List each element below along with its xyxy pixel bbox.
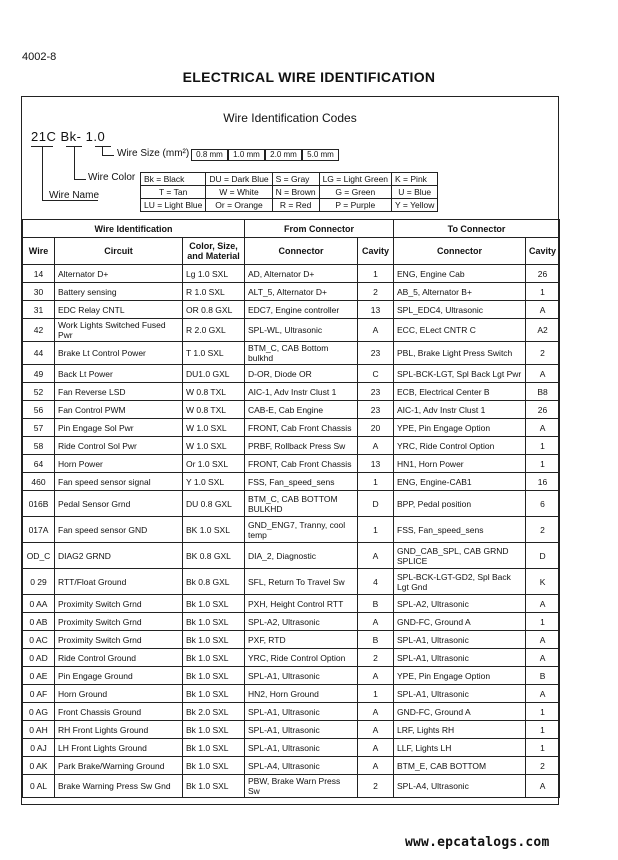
color-size-cell: Bk 1.0 SXL xyxy=(183,595,245,613)
table-row xyxy=(23,739,560,757)
circuit-cell: Fan speed sensor signal xyxy=(55,473,183,491)
circuit-cell: Ride Control Ground xyxy=(55,649,183,667)
from-cavity-cell: A xyxy=(358,667,394,685)
to-cavity-cell: A2 xyxy=(526,319,560,342)
wire-id-cell: 52 xyxy=(23,383,55,401)
from-cavity-cell: 20 xyxy=(358,419,394,437)
wire-identification-frame xyxy=(21,96,559,805)
from-cavity-cell: 2 xyxy=(358,775,394,798)
to-connector-cell: LLF, Lights LH xyxy=(394,739,526,757)
color-size-cell: BK 1.0 SXL xyxy=(183,517,245,543)
wire-id-cell: 0 AJ xyxy=(23,739,55,757)
wire-color-label: Wire Color xyxy=(88,172,136,183)
table-row xyxy=(23,757,560,775)
from-connector-cell: FSS, Fan_speed_sens xyxy=(245,473,358,491)
to-connector-cell: AIC-1, Adv Instr Clust 1 xyxy=(394,401,526,419)
color-size-cell: W 1.0 SXL xyxy=(183,437,245,455)
table-row xyxy=(23,703,560,721)
color-size-cell: Bk 1.0 SXL xyxy=(183,775,245,798)
to-cavity-cell: D xyxy=(526,543,560,569)
from-cavity-cell: 13 xyxy=(358,301,394,319)
to-cavity-cell: A xyxy=(526,595,560,613)
from-cavity-cell: C xyxy=(358,365,394,383)
color-size-cell: DU 0.8 GXL xyxy=(183,491,245,517)
to-connector-cell: SPL-A2, Ultrasonic xyxy=(394,595,526,613)
color-size-cell: W 0.8 TXL xyxy=(183,401,245,419)
color-size-cell: W 0.8 TXL xyxy=(183,383,245,401)
to-connector-cell: LRF, Lights RH xyxy=(394,721,526,739)
to-cavity-cell: 1 xyxy=(526,721,560,739)
color-code-cell: R = Red xyxy=(272,199,319,212)
to-connector-cell: ECC, ELect CNTR C xyxy=(394,319,526,342)
circuit-cell: DIAG2 GRND xyxy=(55,543,183,569)
circuit-cell: Proximity Switch Grnd xyxy=(55,613,183,631)
color-size-cell: Bk 2.0 SXL xyxy=(183,703,245,721)
code-wire-color: Bk xyxy=(60,129,77,144)
circuit-cell: Ride Control Sol Pwr xyxy=(55,437,183,455)
to-cavity-cell: 16 xyxy=(526,473,560,491)
circuit-cell: Horn Power xyxy=(55,455,183,473)
circuit-cell: Work Lights Switched Fused Pwr xyxy=(55,319,183,342)
color-code-row xyxy=(141,199,438,212)
color-size-cell: R 1.0 SXL xyxy=(183,283,245,301)
to-cavity-cell: A xyxy=(526,419,560,437)
from-cavity-cell: 13 xyxy=(358,455,394,473)
from-connector-cell: ALT_5, Alternator D+ xyxy=(245,283,358,301)
from-cavity-cell: D xyxy=(358,491,394,517)
from-cavity-cell: 1 xyxy=(358,685,394,703)
wire-id-cell: 56 xyxy=(23,401,55,419)
wire-id-cell: 0 AA xyxy=(23,595,55,613)
wire-id-cell: 0 AF xyxy=(23,685,55,703)
wire-id-cell: 0 AC xyxy=(23,631,55,649)
to-connector-cell: SPL-A1, Ultrasonic xyxy=(394,685,526,703)
wire-id-cell: 49 xyxy=(23,365,55,383)
wire-id-cell: 016B xyxy=(23,491,55,517)
to-connector-cell: YRC, Ride Control Option xyxy=(394,437,526,455)
to-cavity-cell: 26 xyxy=(526,401,560,419)
from-connector-cell: HN2, Horn Ground xyxy=(245,685,358,703)
color-size-cell: Bk 0.8 GXL xyxy=(183,569,245,595)
color-size-cell: Or 1.0 SXL xyxy=(183,455,245,473)
table-row xyxy=(23,667,560,685)
from-connector-cell: PXH, Height Control RTT xyxy=(245,595,358,613)
wire-id-cell: 14 xyxy=(23,265,55,283)
from-connector-cell: CAB-E, Cab Engine xyxy=(245,401,358,419)
wire-code-legend xyxy=(22,97,558,218)
to-cavity-cell: 1 xyxy=(526,739,560,757)
to-cavity-cell: 26 xyxy=(526,265,560,283)
to-connector-cell: YPE, Pin Engage Option xyxy=(394,667,526,685)
from-connector-cell: YRC, Ride Control Option xyxy=(245,649,358,667)
to-cavity-cell: 2 xyxy=(526,342,560,365)
from-cavity-cell: 23 xyxy=(358,401,394,419)
to-connector-cell: ENG, Engine Cab xyxy=(394,265,526,283)
from-cavity-cell: 2 xyxy=(358,283,394,301)
color-code-cell: Or = Orange xyxy=(206,199,272,212)
from-connector-cell: GND_ENG7, Tranny, cool temp xyxy=(245,517,358,543)
circuit-cell: Fan Control PWM xyxy=(55,401,183,419)
circuit-cell: RH Front Lights Ground xyxy=(55,721,183,739)
legend-heading: Wire Identification Codes xyxy=(223,111,357,125)
to-connector-cell: BPP, Pedal position xyxy=(394,491,526,517)
size-option: 5.0 mm xyxy=(302,149,339,161)
circuit-cell: Pedal Sensor Grnd xyxy=(55,491,183,517)
from-connector-cell: PBW, Brake Warn Press Sw xyxy=(245,775,358,798)
from-connector-cell: SPL-A1, Ultrasonic xyxy=(245,703,358,721)
to-cavity-cell: 1 xyxy=(526,613,560,631)
from-cavity-cell: A xyxy=(358,721,394,739)
wire-id-cell: OD_C xyxy=(23,543,55,569)
color-code-row xyxy=(141,186,438,199)
to-connector-cell: SPL-BCK-LGT-GD2, Spl Back Lgt Gnd xyxy=(394,569,526,595)
table-row xyxy=(23,631,560,649)
code-wire-size: - 1.0 xyxy=(76,129,106,144)
to-cavity-cell: 1 xyxy=(526,703,560,721)
color-code-cell: T = Tan xyxy=(141,186,206,199)
page-number: 4002-8 xyxy=(22,51,57,63)
table-row xyxy=(23,301,560,319)
column-header: Wire xyxy=(23,238,55,265)
to-cavity-cell: A xyxy=(526,649,560,667)
leader-line xyxy=(74,179,86,180)
from-connector-cell: SPL-A4, Ultrasonic xyxy=(245,757,358,775)
circuit-cell: Proximity Switch Grnd xyxy=(55,595,183,613)
color-size-cell: DU1.0 GXL xyxy=(183,365,245,383)
color-code-cell: Y = Yellow xyxy=(392,199,438,212)
to-connector-cell: SPL_EDC4, Ultrasonic xyxy=(394,301,526,319)
wire-id-cell: 0 AH xyxy=(23,721,55,739)
from-cavity-cell: 2 xyxy=(358,649,394,667)
from-connector-cell: D-OR, Diode OR xyxy=(245,365,358,383)
circuit-cell: Fan Reverse LSD xyxy=(55,383,183,401)
color-code-cell: N = Brown xyxy=(272,186,319,199)
to-cavity-cell: A xyxy=(526,301,560,319)
wire-id-cell: 460 xyxy=(23,473,55,491)
table-row xyxy=(23,455,560,473)
wire-id-cell: 0 AB xyxy=(23,613,55,631)
table-row xyxy=(23,569,560,595)
color-size-cell: Bk 1.0 SXL xyxy=(183,649,245,667)
wire-id-cell: 42 xyxy=(23,319,55,342)
color-code-cell: U = Blue xyxy=(392,186,438,199)
column-header: Color, Size, and Material xyxy=(183,238,245,265)
table-row xyxy=(23,613,560,631)
color-size-cell: BK 0.8 GXL xyxy=(183,543,245,569)
to-connector-cell: ENG, Engine-CAB1 xyxy=(394,473,526,491)
to-cavity-cell: K xyxy=(526,569,560,595)
color-size-cell: W 1.0 SXL xyxy=(183,419,245,437)
wire-id-cell: 44 xyxy=(23,342,55,365)
to-cavity-cell: 6 xyxy=(526,491,560,517)
from-cavity-cell: 1 xyxy=(358,265,394,283)
circuit-cell: EDC Relay CNTL xyxy=(55,301,183,319)
table-row xyxy=(23,283,560,301)
color-code-cell: P = Purple xyxy=(319,199,391,212)
table-row xyxy=(23,473,560,491)
leader-line xyxy=(74,146,75,179)
to-connector-cell: HN1, Horn Power xyxy=(394,455,526,473)
color-size-cell: Bk 1.0 SXL xyxy=(183,685,245,703)
circuit-cell: Back Lt Power xyxy=(55,365,183,383)
from-connector-cell: BTM_C, CAB Bottom bulkhd xyxy=(245,342,358,365)
from-connector-cell: PRBF, Rollback Press Sw xyxy=(245,437,358,455)
leader-line xyxy=(102,146,103,155)
color-size-cell: Bk 1.0 SXL xyxy=(183,667,245,685)
table-row xyxy=(23,319,560,342)
to-cavity-cell: A xyxy=(526,685,560,703)
wire-id-cell: 57 xyxy=(23,419,55,437)
circuit-cell: Pin Engage Sol Pwr xyxy=(55,419,183,437)
from-cavity-cell: B xyxy=(358,631,394,649)
from-cavity-cell: 4 xyxy=(358,569,394,595)
to-cavity-cell: 1 xyxy=(526,455,560,473)
table-row xyxy=(23,491,560,517)
table-row xyxy=(23,401,560,419)
from-cavity-cell: 1 xyxy=(358,473,394,491)
table-row xyxy=(23,419,560,437)
from-connector-cell: SPL-A2, Ultrasonic xyxy=(245,613,358,631)
to-connector-cell: BTM_E, CAB BOTTOM xyxy=(394,757,526,775)
color-code-cell: W = White xyxy=(206,186,272,199)
to-connector-cell: SPL-A4, Ultrasonic xyxy=(394,775,526,798)
leader-line xyxy=(95,146,111,147)
from-connector-cell: SPL-A1, Ultrasonic xyxy=(245,721,358,739)
circuit-cell: Brake Warning Press Sw Gnd xyxy=(55,775,183,798)
color-code-cell: K = Pink xyxy=(392,173,438,186)
circuit-cell: Front Chassis Ground xyxy=(55,703,183,721)
color-code-cell: LU = Light Blue xyxy=(141,199,206,212)
color-code-grid xyxy=(140,172,438,212)
code-wire-name: 21C xyxy=(31,129,57,144)
from-cavity-cell: A xyxy=(358,739,394,757)
to-cavity-cell: 1 xyxy=(526,283,560,301)
from-connector-cell: SPL-WL, Ultrasonic xyxy=(245,319,358,342)
table-row xyxy=(23,383,560,401)
column-header: Connector xyxy=(245,238,358,265)
color-code-cell: Bk = Black xyxy=(141,173,206,186)
to-cavity-cell: 2 xyxy=(526,517,560,543)
wire-id-cell: 0 AG xyxy=(23,703,55,721)
from-connector-cell: SFL, Return To Travel Sw xyxy=(245,569,358,595)
wire-id-cell: 58 xyxy=(23,437,55,455)
from-cavity-cell: A xyxy=(358,543,394,569)
from-cavity-cell: A xyxy=(358,319,394,342)
table-row xyxy=(23,265,560,283)
column-header: Cavity xyxy=(358,238,394,265)
to-connector-cell: PBL, Brake Light Press Switch xyxy=(394,342,526,365)
to-cavity-cell: B xyxy=(526,667,560,685)
table-row xyxy=(23,342,560,365)
to-connector-cell: ECB, Electrical Center B xyxy=(394,383,526,401)
to-cavity-cell: 2 xyxy=(526,757,560,775)
table-row xyxy=(23,721,560,739)
from-connector-cell: AIC-1, Adv Instr Clust 1 xyxy=(245,383,358,401)
code-example xyxy=(31,129,105,144)
circuit-cell: RTT/Float Ground xyxy=(55,569,183,595)
wire-id-cell: 0 AL xyxy=(23,775,55,798)
from-cavity-cell: A xyxy=(358,437,394,455)
to-connector-cell: SPL-BCK-LGT, Spl Back Lgt Pwr xyxy=(394,365,526,383)
table-row xyxy=(23,595,560,613)
color-size-cell: Bk 1.0 SXL xyxy=(183,613,245,631)
wire-id-cell: 0 AK xyxy=(23,757,55,775)
from-cavity-cell: A xyxy=(358,613,394,631)
wire-id-cell: 0 AE xyxy=(23,667,55,685)
from-connector-cell: FRONT, Cab Front Chassis xyxy=(245,419,358,437)
color-size-cell: T 1.0 SXL xyxy=(183,342,245,365)
color-code-cell: S = Gray xyxy=(272,173,319,186)
wire-id-cell: 30 xyxy=(23,283,55,301)
circuit-cell: Park Brake/Warning Ground xyxy=(55,757,183,775)
column-header: Connector xyxy=(394,238,526,265)
color-size-cell: Bk 1.0 SXL xyxy=(183,739,245,757)
circuit-cell: Proximity Switch Grnd xyxy=(55,631,183,649)
from-cavity-cell: A xyxy=(358,703,394,721)
page-title: ELECTRICAL WIRE IDENTIFICATION xyxy=(182,69,436,85)
table-row xyxy=(23,775,560,798)
circuit-cell: Fan speed sensor GND xyxy=(55,517,183,543)
from-cavity-cell: 1 xyxy=(358,517,394,543)
from-connector-cell: EDC7, Engine controller xyxy=(245,301,358,319)
from-connector-cell: SPL-A1, Ultrasonic xyxy=(245,739,358,757)
leader-line xyxy=(42,146,43,200)
group-header-from-connector: From Connector xyxy=(245,220,394,238)
to-cavity-cell: A xyxy=(526,365,560,383)
wire-table xyxy=(22,219,560,798)
to-connector-cell: FSS, Fan_speed_sens xyxy=(394,517,526,543)
to-connector-cell: SPL-A1, Ultrasonic xyxy=(394,649,526,667)
to-connector-cell: SPL-A1, Ultrasonic xyxy=(394,631,526,649)
from-connector-cell: AD, Alternator D+ xyxy=(245,265,358,283)
size-option: 0.8 mm xyxy=(191,149,228,161)
group-header-to-connector: To Connector xyxy=(394,220,560,238)
wire-id-cell: 017A xyxy=(23,517,55,543)
to-connector-cell: GND-FC, Ground A xyxy=(394,703,526,721)
wire-id-cell: 0 29 xyxy=(23,569,55,595)
color-code-row xyxy=(141,173,438,186)
size-option: 1.0 mm xyxy=(228,149,265,161)
to-cavity-cell: A xyxy=(526,631,560,649)
color-code-cell: DU = Dark Blue xyxy=(206,173,272,186)
color-size-cell: R 2.0 GXL xyxy=(183,319,245,342)
column-header: Circuit xyxy=(55,238,183,265)
circuit-cell: Alternator D+ xyxy=(55,265,183,283)
from-connector-cell: DIA_2, Diagnostic xyxy=(245,543,358,569)
from-cavity-cell: 23 xyxy=(358,342,394,365)
from-connector-cell: PXF, RTD xyxy=(245,631,358,649)
circuit-cell: LH Front Lights Ground xyxy=(55,739,183,757)
color-code-cell: G = Green xyxy=(319,186,391,199)
size-option: 2.0 mm xyxy=(265,149,302,161)
color-code-cell: LG = Light Green xyxy=(319,173,391,186)
color-size-cell: Y 1.0 SXL xyxy=(183,473,245,491)
color-size-cell: Bk 1.0 SXL xyxy=(183,757,245,775)
to-connector-cell: GND_CAB_SPL, CAB GRND SPLICE xyxy=(394,543,526,569)
color-size-cell: OR 0.8 GXL xyxy=(183,301,245,319)
table-row xyxy=(23,649,560,667)
wire-id-cell: 64 xyxy=(23,455,55,473)
from-cavity-cell: A xyxy=(358,757,394,775)
to-connector-cell: GND-FC, Ground A xyxy=(394,613,526,631)
column-header: Cavity xyxy=(526,238,560,265)
wire-name-label: Wire Name xyxy=(49,190,100,201)
from-connector-cell: FRONT, Cab Front Chassis xyxy=(245,455,358,473)
watermark: www.epcatalogs.com xyxy=(405,835,550,850)
color-size-cell: Bk 1.0 SXL xyxy=(183,631,245,649)
from-cavity-cell: 23 xyxy=(358,383,394,401)
circuit-cell: Brake Lt Control Power xyxy=(55,342,183,365)
from-cavity-cell: B xyxy=(358,595,394,613)
group-header-wire-identification: Wire Identification xyxy=(23,220,245,238)
leader-line xyxy=(102,155,114,156)
wire-id-cell: 0 AD xyxy=(23,649,55,667)
to-connector-cell: YPE, Pin Engage Option xyxy=(394,419,526,437)
table-row xyxy=(23,685,560,703)
wire-size-label: Wire Size (mm²) xyxy=(117,148,190,159)
circuit-cell: Battery sensing xyxy=(55,283,183,301)
wire-id-cell: 31 xyxy=(23,301,55,319)
to-cavity-cell: B8 xyxy=(526,383,560,401)
table-row xyxy=(23,543,560,569)
color-size-cell: Bk 1.0 SXL xyxy=(183,721,245,739)
circuit-cell: Horn Ground xyxy=(55,685,183,703)
circuit-cell: Pin Engage Ground xyxy=(55,667,183,685)
to-cavity-cell: 1 xyxy=(526,437,560,455)
to-connector-cell: AB_5, Alternator B+ xyxy=(394,283,526,301)
table-row xyxy=(23,365,560,383)
from-connector-cell: BTM_C, CAB BOTTOM BULKHD xyxy=(245,491,358,517)
table-row xyxy=(23,517,560,543)
color-size-cell: Lg 1.0 SXL xyxy=(183,265,245,283)
to-cavity-cell: A xyxy=(526,775,560,798)
from-connector-cell: SPL-A1, Ultrasonic xyxy=(245,667,358,685)
table-row xyxy=(23,437,560,455)
